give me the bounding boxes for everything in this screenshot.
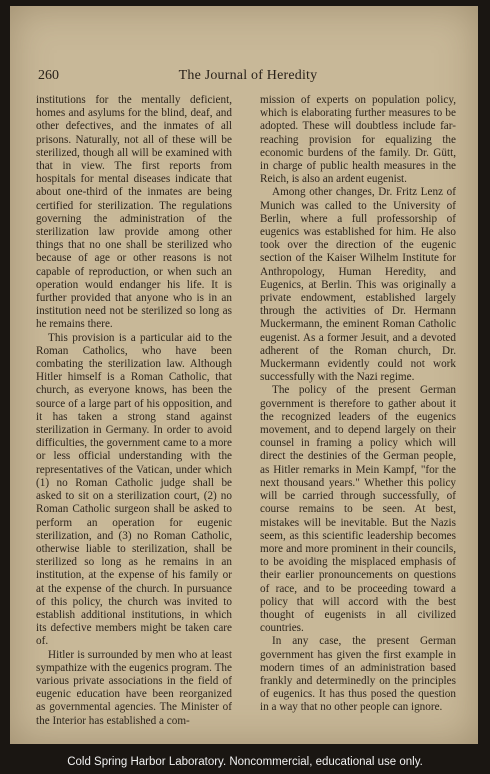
page-header <box>38 68 458 88</box>
paragraph: institutions for the mentally deficient, homes and asylums for the blind, deaf, and other defectives, and the inmates of all prisons. Naturally, not all of these will be sterilized, though all will be examined with that in view. The first reports from hospitals for mental diseases indicate that about one-third of the inmates are being certified for sterilization. The regulations governing the administration of the sterilization law provide among other things that no one shall be sterilized who because of age or other reasons is not capable of reproduction, or when such an operation would endanger his life. It is further provided that anyone who is in an institution need not be sterilized so long as he remains there. <box>36 94 232 331</box>
archive-footer: Cold Spring Harbor Laboratory. Noncommercial, educational use only. <box>67 756 423 768</box>
paragraph: The policy of the present German government is therefore to gather about it the recognized leaders of the eugenics movement, and to depend largely on their counsel in framing a policy which will direct the destinies of the German people, as Hitler remarks in Mein Kampf, "for the next thousand years." Whether this policy will be carried through successfully, of course remains to be seen. At best, mistakes will be inevitable. But the Nazis seem, as this scientific leadership becomes more and more prominent in their councils, to be avoiding the misplaced emphasis of their earlier pronouncements on questions of race, and to be proceeding toward a policy that will accord with the best thought of eugenists in all civilized countries. <box>260 384 456 635</box>
paragraph: Among other changes, Dr. Fritz Lenz of Munich was called to the University of Berlin, where a full professorship of eugenics was established for him. He also took over the direction of the eugenic section of the Kaiser Wilhelm Institute for Anthropology, Human Heredity, and Eugenics, at Berlin. This was originally a private endowment, established largely through the activities of Dr. Hermann Muckermann, the eminent Roman Catholic eugenist. As a former Jesuit, and a devoted adherent of the Roman church, Dr. Muckermann evidently could not work successfully with the Nazi regime. <box>260 186 456 384</box>
journal-page <box>10 6 478 744</box>
paragraph: This provision is a particular aid to the Roman Catholics, who have been combating the sterilization law. Although Hitler himself is a Roman Catholic, that church, as everyone knows, has been the source of a large part of his opposition, and it has taken a strong stand against sterilization in Germany. In order to avoid difficulties, the government came to a more or less official understanding with the representatives of the Vatican, under which (1) no Roman Catholic judge shall be asked to sit on a sterilization court, (2) no Roman Catholic surgeon shall be asked to perform an operation for eugenic sterilization, and (3) no Roman Catholic, otherwise liable to sterilization, shall be sterilized so long as he remains in an institution, at the expense of his family or at the expense of the church. In pursuance of this policy, the church was invited to establish additional institutions, in which its defective members might be taken care of. <box>36 331 232 648</box>
left-column <box>36 94 232 728</box>
paragraph: Hitler is surrounded by men who at least sympathize with the eugenics program. The various private associations in the field of eugenic education have been reorganized as governmental agencies. The Minister of the Interior has established a com- <box>36 648 232 727</box>
page-number: 260 <box>38 68 59 83</box>
journal-title: The Journal of Heredity <box>178 68 318 83</box>
paragraph: mission of experts on population policy, which is elaborating further measures to be adopted. These will doubtless include far-reaching provision for equalizing the economic burdens of the family. Dr. Gütt, in charge of public health measures in the Reich, is also an ardent eugenist. <box>260 94 456 186</box>
paragraph: In any case, the present German government has given the first example in modern times of an administration based frankly and determinedly on the principles of eugenics. It has thus posed the question in a way that no other people can ignore. <box>260 635 456 714</box>
right-column <box>260 94 456 715</box>
